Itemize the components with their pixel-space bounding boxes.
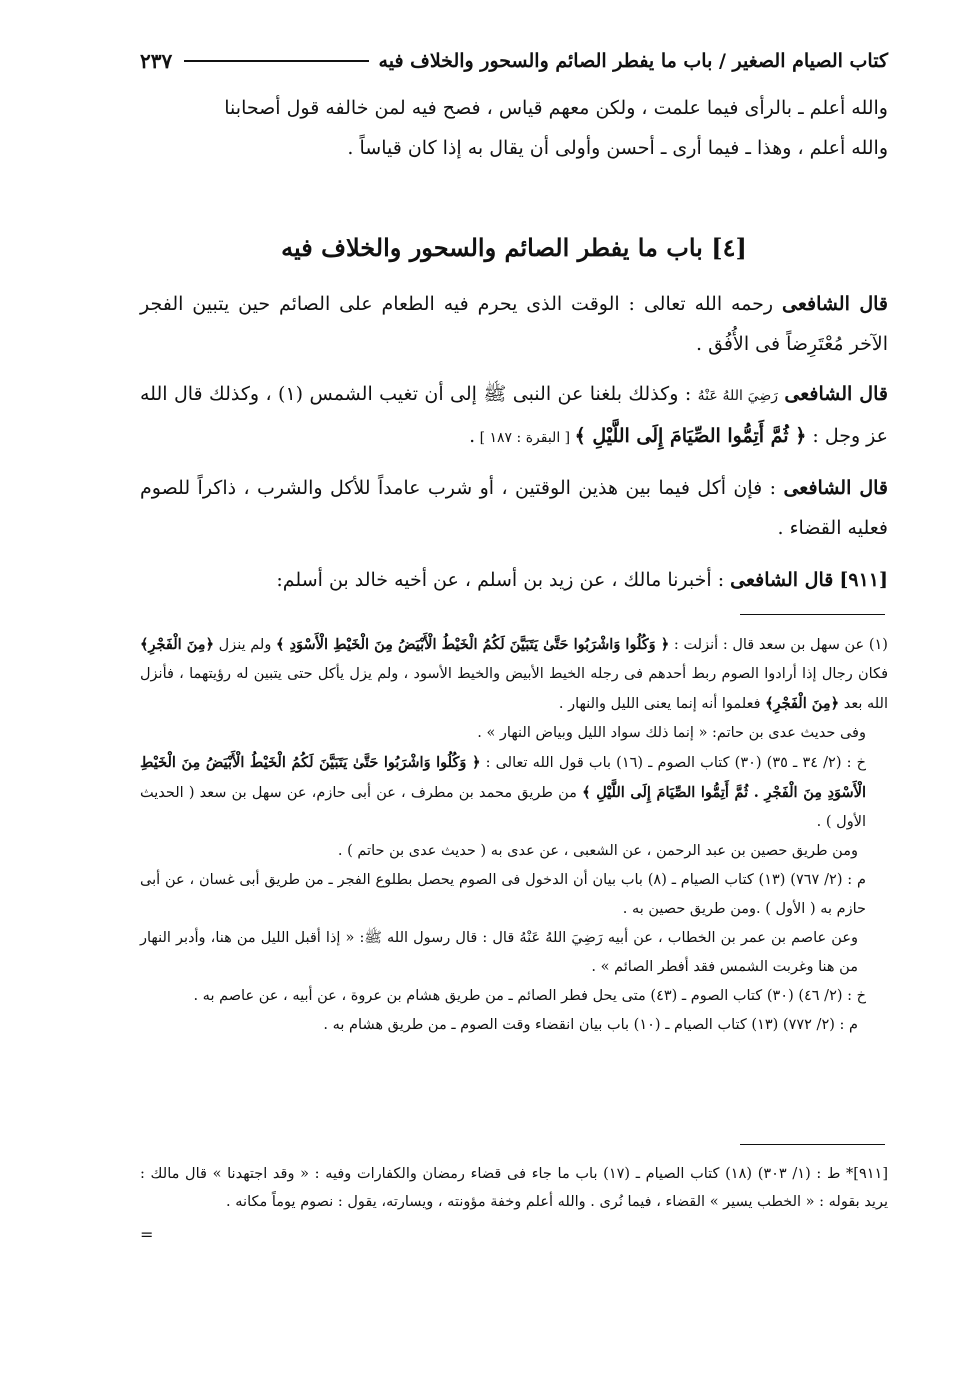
header-rule: [184, 60, 368, 62]
quran-verse: ﴿ وَكُلُوا وَاشْرَبُوا حَتَّىٰ يَتَبَيَّنَ لَكُمُ الْخَيْطُ الْأَبْيَضُ مِنَ الْخَيْطِ الْأَسْوَدِ ﴾: [276, 636, 670, 653]
footnote-line: وعن عاصم بن عمر بن الخطاب ، عن أبيه رَضِيَ اللهُ عَنْهُ قال : قال رسول الله ﷺ: « إذا أقبل الليل من هنا، وأدبر النهار من هنا وغربت الشمس فقد أفطر الصائم » .: [140, 930, 858, 975]
footnote-separator: [740, 614, 885, 615]
paragraph-text: : أخبرنا مالك ، عن زيد بن أسلم ، عن أخيه خالد بن أسلم:: [276, 569, 731, 591]
footnote-text: (١) عن سهل بن سعد قال : أنزلت :: [669, 637, 888, 653]
footnote-separator: [740, 1144, 885, 1145]
paragraph-end: .: [469, 425, 476, 447]
speaker-label: قال الشافعى: [784, 383, 888, 405]
chapter-title: [٤] باب ما يفطر الصائم والسحور والخلاف فيه: [281, 233, 747, 262]
speaker-label: قال الشافعى: [781, 293, 889, 315]
paragraph-text: رحمه الله تعالى : الوقت الذى يحرم فيه الطعام على الصائم حين يتبين الفجر الآخر مُعْتَرِضاً فى الأُفُق .: [140, 293, 888, 355]
footnote-line: ومن طريق حصين بن عبد الرحمن ، عن الشعبى ، عن عدى به ( حديث عدى بن حاتم ) .: [337, 843, 858, 859]
footnote-line: [٩١١]* ط : (١/ ٣٠٣) (١٨) كتاب الصيام ـ (١٧) باب ما جاء فى قضاء رمضان والكفارات وفيه : « وقد اجتهدنا » قال مالك : يريد بقوله : « الخطب يسير » القضاء ، فيما نُرى . والله أعلم وخفة مؤونته ، ويسارته، يقول : نصوم يوماً مكانه .: [140, 1166, 888, 1210]
footnote-line: م : (٢/ ٧٧٢) (١٣) كتاب الصيام ـ (١٠) باب بيان انقضاء وقت الصوم ـ من طريق هشام به .: [323, 1017, 858, 1033]
quran-verse: ﴿مِنَ الْفَجْرِ﴾: [765, 695, 840, 712]
footnotes: [140, 630, 888, 1040]
footnote-text: فكان رجال إذا أرادوا الصوم ربط أحدهم فى رجله الخيط الأبيض والخيط الأسود ، ولم يزل يأكل حتى يتبين له رؤيتهما ، فأنزل الله بعد: [140, 666, 888, 712]
paragraph-text: : وكذلك بلغنا عن النبى ﷺ إلى أن تغيب الشمس: [303, 383, 698, 405]
quran-verse: ﴿ ثُمَّ أَتِمُّوا الصِّيَامَ إِلَى اللَّيْلِ ﴾: [574, 425, 807, 447]
footnote-marker[interactable]: (١): [278, 383, 304, 405]
footnote-line: خ : (٢/ ٤٦) (٣٠) كتاب الصوم ـ (٤٣) متى يحل فطر الصائم ـ من طريق هشام بن عروة ، عن أبيه ، عن عاصم به .: [193, 988, 866, 1004]
header-title: كتاب الصيام الصغير / باب ما يفطر الصائم والسحور والخلاف فيه: [378, 50, 888, 72]
honorific: رَضِيَ اللهُ عَنْهُ: [697, 388, 778, 404]
paragraph-1: [140, 284, 888, 364]
paragraph-3: [140, 468, 888, 548]
intro-line-2: والله أعلم ، وهذا ـ فيما أرى ـ أحسن وأولى أن يقال به إذا كان قياساً .: [347, 137, 888, 159]
footnote-line: م : (٢/ ٧٦٧) (١٣) كتاب الصيام ـ (٨) باب بيان أن الدخول فى الصوم يحصل بطلوع الفجر ـ من طريق أبى غسان ، عن أبى حازم به ( الأول ) .ومن طريق حصين به .: [140, 872, 866, 917]
speaker-label: قال الشافعى: [730, 569, 834, 591]
page-number: ٢٣٧: [140, 49, 173, 73]
continuation-mark: =: [140, 1225, 154, 1244]
paragraph-text: ، وكذلك قال الله عز وجل :: [140, 383, 888, 447]
quran-verse: ﴿ وَكُلُوا وَاشْرَبُوا حَتَّىٰ يَتَبَيَّنَ لَكُمُ الْخَيْطُ الْأَبْيَضُ مِنَ الْخَيْطِ الْأَسْوَدِ مِنَ الْفَجْرِ . ثُمَّ أَتِمُّوا الصِّيَامَ إِلَى اللَّيْلِ ﴾: [140, 754, 866, 801]
footnote-text: ولم ينزل: [214, 637, 277, 653]
footnote-text: خ : (٢/ ٣٤ ـ ٣٥) (٣٠) كتاب الصوم ـ (١٦) باب قول الله تعالى :: [480, 755, 866, 771]
hadith-footnote: [140, 1160, 888, 1244]
footnote-line: وفى حديث عدى بن حاتم: « إنما ذلك سواد الليل وبياض النهار » .: [477, 725, 866, 741]
footnote-line: [140, 748, 888, 837]
paragraph-2: [140, 374, 888, 458]
hadith-number: [٩١١]: [839, 569, 888, 591]
footnote-line: [140, 630, 888, 719]
running-header: [140, 44, 888, 78]
verse-reference: [ البقرة : ١٨٧ ]: [475, 430, 575, 446]
footnote-text: من طريق محمد بن مطرف ، عن أبى حازم، عن سهل بن سعد ( الحديث الأول ) .: [140, 785, 866, 830]
intro-line-1: والله أعلم ـ بالرأى فيما علمت ، ولكن معهم قياس ، فصح فيه لمن خالفه قول أصحابنا: [224, 97, 888, 119]
paragraph-4: [140, 560, 888, 600]
speaker-label: قال الشافعى: [783, 477, 888, 499]
intro-text: [140, 88, 888, 168]
footnote-text: فعلموا أنه إنما يعنى الليل والنهار .: [558, 696, 766, 712]
paragraph-text: : فإن أكل فيما بين هذين الوقتين ، أو شرب عامداً للأكل والشرب ، ذاكراً للصوم فعليه القضاء .: [140, 477, 888, 539]
quran-verse: ﴿مِنَ الْفَجْرِ﴾: [140, 636, 215, 653]
